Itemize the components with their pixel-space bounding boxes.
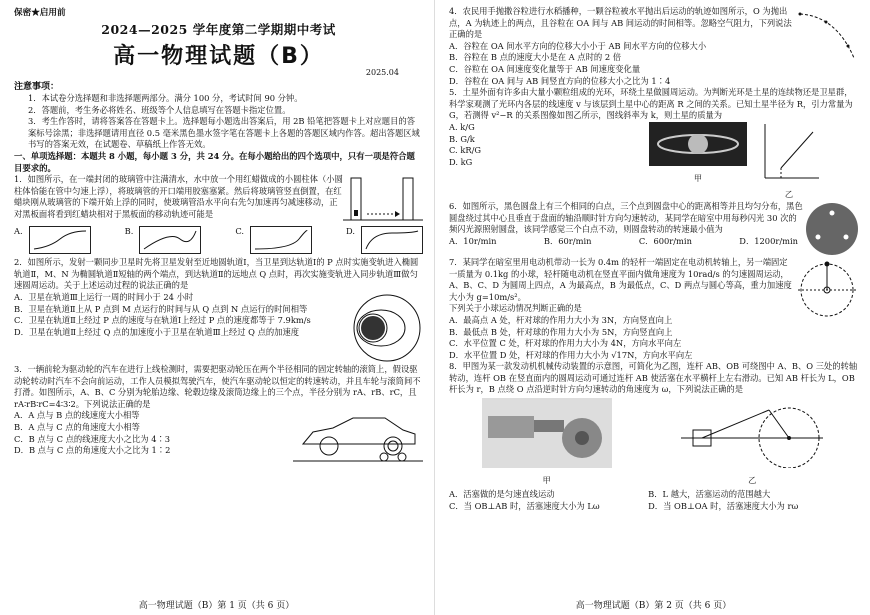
q1-path-b-icon [139,226,201,254]
q8-option-a[interactable]: A．活塞做的是匀速直线运动 [449,489,555,500]
q5-option-a[interactable]: A. k/G [449,121,475,132]
question-3-options-block [14,410,423,462]
page-right-footer: 高一物理试题（B）第 2 页（共 6 页） [575,601,732,611]
question-4-text: 4．农民用手抛撒谷粒进行水稻播种，一颗谷粒被水平抛出后运动的轨迹如图所示，O 为抛出点，A 为轨迹上的两点，且谷粒在 OA 间与 AB 间运动的时间相等。忽略空气阻力，下列说法正确的是 [449,6,792,40]
q5-option-b[interactable]: B. G/k [449,133,475,144]
q3-option-a[interactable]: A．A 点与 B 点的线速度大小相等 [14,410,140,421]
question-1-text: 1．如图所示，在一端封闭的玻璃管中注满清水，水中放一个用红蜡做成的小圆柱体（小圆柱体恰能在管中匀速上浮），将玻璃管的开口端用胶塞塞紧。然后将玻璃管竖直倒置，在红蜡块刚从玻璃管的下端开始上浮的同时，使玻璃管沿水平向右先匀加速再匀减速移动，正对黑板面将看到红蜡块相对于黑板面的移动轨迹可能是 [14,174,343,219]
q1-option-b[interactable]: B. [125,226,202,254]
q1-path-d-icon [361,226,423,254]
question-1 [14,174,423,224]
v2-r-graph-icon [757,122,821,182]
exam-main-title: 高一物理试题（B） [113,44,324,69]
linkage-diagram-icon [677,398,827,468]
q8-option-d[interactable]: D．当 OB⊥OA 时，活塞速度大小为 rω [648,500,799,511]
q5-options [449,122,639,168]
q3-option-d[interactable]: D．B 点与 C 点的角速度大小之比为 1∶2 [14,445,171,456]
q2-orbit-figure [351,292,423,364]
question-2-text: 2．如图所示，发射一颗同步卫星时先将卫星发射至近地圆轨道Ⅰ，当卫星到达轨道Ⅰ的 P 点时实施变轨进入椭圆轨道Ⅱ，M、N 为椭圆轨道Ⅱ短轴的两个端点，到达轨道Ⅱ的远地点 Q 点时，再次实施变轨进入同步轨道Ⅲ做匀速圆周运动。关于上述运动过程的说法正确的是 [14,257,419,291]
q7-option-b[interactable]: B．最低点 B 处，杆对球的作用力大小为 5N，方向竖直向上 [449,326,673,337]
question-5-text: 5．土星外面有许多由大量小颗粒组成的光环，环绕土星做圆周运动。为判断光环是土星的连续物还是卫星群，科学家观测了光环内各层的线速度 v 与该层到土星中心的距离 R 之间的关系。已知土星半径为 R，引力常量为 G，若测得 v²−R 的关系图像如图乙所示，图线斜率为 k，则土星的质量为 [449,87,853,121]
q7-option-c[interactable]: C．水平位置 C 处，杆对球的作用力大小为 4N，方向水平向左 [449,338,682,349]
q2-option-a[interactable]: A．卫星在轨道Ⅲ上运行一周的时间小于 24 小时 [14,291,194,302]
page-left-footer: 高一物理试题（B）第 1 页（共 6 页） [138,601,295,611]
q8-figure-b [677,398,827,487]
question-6 [449,201,860,257]
q1-option-d[interactable]: D. [346,226,423,254]
question-5-block [449,122,860,201]
q5-option-d[interactable]: D. kG [449,156,473,167]
question-4 [449,6,860,87]
q1-option-a[interactable]: A. [14,226,91,254]
q1-tube-figure [343,174,423,224]
q2-option-b[interactable]: B．卫星在轨道Ⅱ上从 P 点到 M 点运行的时间与从 Q 点到 N 点运行的时间相等 [14,303,308,314]
q6-option-c[interactable]: C．600r/min [638,235,692,246]
q4-option-c[interactable]: C．谷粒在 OA 间速度变化量等于 AB 间速度变化量 [449,63,641,74]
q5-figure-a [649,122,747,201]
exam-date: 2025.04 [365,68,399,77]
notice-1: 1．本试卷分选择题和非选择题两部分。满分 100 分，考试时间 90 分钟。 [28,93,303,103]
question-6-text: 6．如图所示，黑色圆盘上有三个相同的白点，三个点到圆盘中心的距离相等并且均匀分布，黑色圆盘绕过其中心且垂直于盘面的轴沿顺时针方向匀速转动，某同学在暗室中用每秒闪光 30 次的频闪光源照射圆盘，该同学感觉三个白点不动，则圆盘转动的转速最小值为 [449,200,803,235]
saturn-image-icon [649,122,747,166]
q4-option-d[interactable]: D．谷粒在 OA 间与 AB 间竖直方向的位移大小之比为 1∶4 [449,75,671,86]
q8-figures [449,398,860,487]
q4-option-b[interactable]: B．谷粒在 B 点的速度大小是在 A 点时的 2 倍 [449,52,622,63]
q3-option-b[interactable]: B．A 点与 C 点的角速度大小相等 [14,421,140,432]
notice-2: 2．答题前，考生务必将姓名、班级等个人信息填写在答题卡指定位置。 [28,104,291,115]
q4-trajectory-figure [796,6,860,62]
q1-path-c-icon [250,226,312,254]
q5-figure-a-label: 甲 [693,172,703,183]
q8-options [449,489,860,512]
q7-circle-figure [794,257,860,323]
notice-3: 3．考生作答时，请将答案答在答题卡上。选择题每小题选出答案后，用 2B 铅笔把答题卡上对应题目的答案标号涂黑；非选择题请用直径 0.5 毫米黑色墨水签字笔在答题卡上各题的答题区域内作答。超出答题区域书写的答案无效，在试题卷、草稿纸上作答无效。 [28,116,420,150]
q6-options [449,236,804,248]
section-1-title: 一、单项选择题：本题共 8 小题，每小题 3 分，共 24 分。在每小题给出的四个选项中，只有一项是符合题目要求的。 [14,150,415,173]
question-8-text: 8．甲图为某一款发动机机械传动装置的示意图，可简化为乙图，连杆 AB、OB 可绕图中 A、B、O 三处的转轴转动，连杆 OB 在竖直面内的圆周运动可通过连杆 AB 使活塞在水平横杆上左右滑动。已知 AB 杆长为 L，OB 杆长为 r，B 点绕 O 点沿逆时针方向匀速转动的角速度为 ω，下列说法正确的是 [449,361,858,395]
q6-disk-figure [804,201,860,257]
question-3-text: 3．一辆前轮为驱动轮的汽车在进行上线检测时，需要把驱动轮压在两个半径相同的固定转轴的滚筒上，假设驱动轮转动时汽车不会向前运动，工作人员模拟驾驶汽车，使汽车驱动轮以恒定的转速转动，并且车轮与滚筒间不打滑。如图所示，A、B、C 分别为轮胎边缘、轮毂边缘及滚筒边缘上的三个点，半径分别为 rA、rB、rC，且 rA∶rB∶rC=4∶3∶2。下列说法正确的是 [14,363,421,409]
notice-heading: 注意事项： [14,82,60,92]
question-7-subtext: 下列关于小球运动情况判断正确的是 [449,303,582,314]
q3-car-figure [293,410,423,462]
page-right [437,0,870,615]
q8-option-b[interactable]: B．L 越大，活塞运动的范围越大 [648,489,771,500]
page-divider [434,0,435,615]
q8-option-c[interactable]: C．当 OB⊥AB 时，活塞速度大小为 Lω [449,500,600,511]
q6-option-b[interactable]: B．60r/min [543,235,592,246]
q6-option-a[interactable]: A．10r/min [449,235,497,246]
q2-option-c[interactable]: C．卫星在轨道Ⅱ上经过 P 点的速度与在轨道Ⅰ上经过 P 点的速度都等于 7.9km/s [14,315,311,326]
q1-option-c[interactable]: C. [235,226,312,254]
q7-option-d[interactable]: D．水平位置 D 处，杆对球的作用力大小为 √17N，方向水平向左 [449,349,693,360]
question-7-text: 7．某同学在暗室里用电动机带动一长为 0.4m 的轻杆一端固定在电动机转轴上，另一端固定一质量为 0.1kg 的小球，轻杆随电动机在竖直平面内做角速度为 10rad/s 的匀速圆周运动，A、B、C、D 为圆周上四点，A 为最高点，B 为最低点，C、D 两点与圆心等高，重力加速度大小为 g=10m/s²。 [449,256,792,302]
exam-year-title: 2024—2025 学年度第二学期期中考试 [101,22,336,37]
page-left [0,0,433,615]
q1-options [14,226,423,254]
q8-figure-a [482,398,612,487]
q5-figure-b [757,122,821,201]
q3-option-c[interactable]: C．B 点与 C 点的线速度大小之比为 4∶3 [14,433,171,444]
q4-option-a[interactable]: A．谷粒在 OA 间水平方向的位移大小小于 AB 间水平方向的位移大小 [449,40,707,51]
q6-option-d[interactable]: D．1200r/min [739,235,798,246]
confidential-mark: 保密★启用前 [14,8,66,18]
q5-figure-b-label: 乙 [784,188,794,199]
question-7 [449,257,860,361]
q8-figure-b-label: 乙 [748,475,757,486]
q5-option-c[interactable]: C. kR/G [449,145,482,156]
question-2-options-block [14,292,423,364]
q2-option-d[interactable]: D．卫星在轨道Ⅱ上经过 Q 点的加速度小于卫星在轨道Ⅲ上经过 Q 点的加速度 [14,326,300,337]
q1-path-a-icon [29,226,91,254]
q8-figure-a-label: 甲 [542,475,551,486]
engine-photo-icon [482,398,612,468]
q7-option-a[interactable]: A．最高点 A 处，杆对球的作用力大小为 3N，方向竖直向上 [449,314,673,325]
